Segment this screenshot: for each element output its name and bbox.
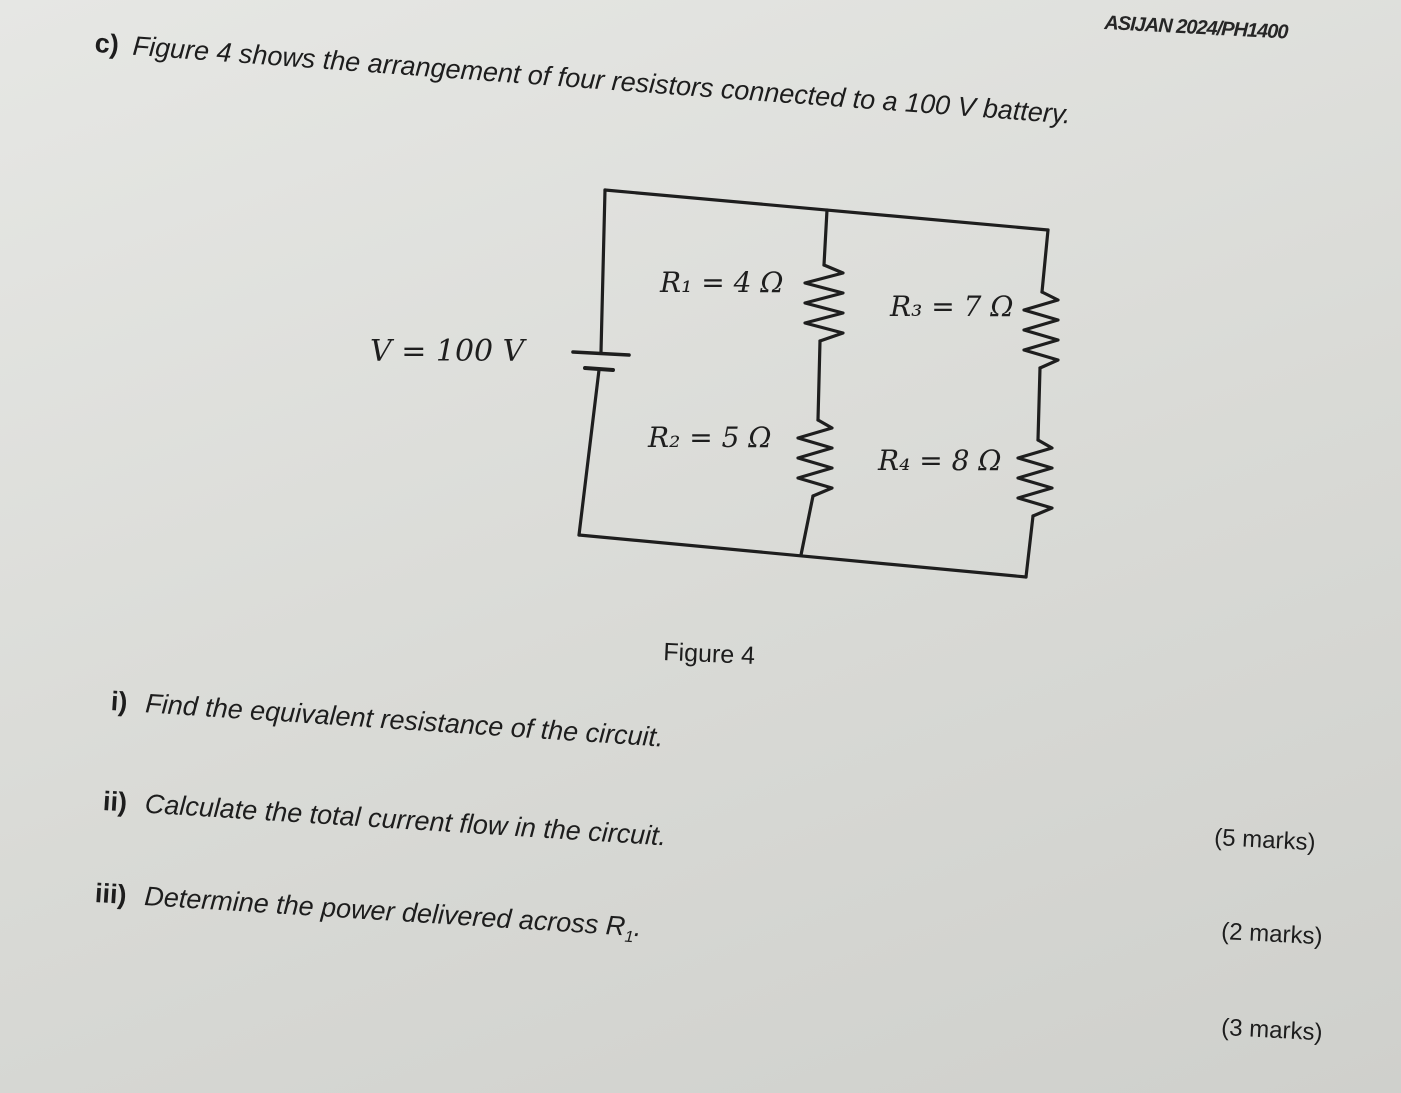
r4-label: R₄ = 8 Ω <box>878 444 1002 477</box>
marks-label: (5 marks) <box>1213 824 1317 857</box>
question-number: i) <box>110 686 129 718</box>
wire-mid-bottom <box>801 496 813 555</box>
r3-label: R₃ = 7 Ω <box>890 290 1014 323</box>
resistor-r4-zigzag <box>1018 440 1052 516</box>
wire-right-bottom <box>1026 516 1033 577</box>
question-number: ii) <box>102 786 128 818</box>
marks-label: (3 marks) <box>1220 1014 1324 1047</box>
question-text: Determine the power delivered across R <box>143 881 627 942</box>
wire-right-top <box>1042 230 1048 292</box>
resistor-r3-zigzag <box>1024 292 1058 368</box>
part-label: c) <box>93 28 120 60</box>
r2-label: R₂ = 5 Ω <box>648 421 772 454</box>
battery-label: V = 100 V <box>370 334 525 369</box>
question-text: Find the equivalent resistance of the circuit. <box>144 688 665 753</box>
figure-caption: Figure 4 <box>662 638 756 670</box>
intro-text: Figure 4 shows the arrangement of four resistors connected to a 100 V battery. <box>131 30 1072 130</box>
marks-label: (2 marks) <box>1220 918 1324 951</box>
battery-long-plate <box>573 352 629 355</box>
wire-mid-middle <box>818 341 820 420</box>
subscript: 1 <box>624 927 635 947</box>
question-end: . <box>633 911 643 943</box>
paper-code: ASIJAN 2024/PH1400 <box>1103 12 1288 44</box>
wire-mid-top <box>824 210 827 265</box>
resistor-r1-zigzag <box>805 265 843 341</box>
resistor-r2-zigzag <box>798 420 832 496</box>
r1-label: R₁ = 4 Ω <box>660 266 784 299</box>
wire-right-middle <box>1038 368 1040 440</box>
question-text: Calculate the total current flow in the circuit. <box>144 788 668 852</box>
question-number: iii) <box>94 878 128 910</box>
wire-left-lower <box>579 370 599 535</box>
wire-left-upper <box>601 190 605 352</box>
